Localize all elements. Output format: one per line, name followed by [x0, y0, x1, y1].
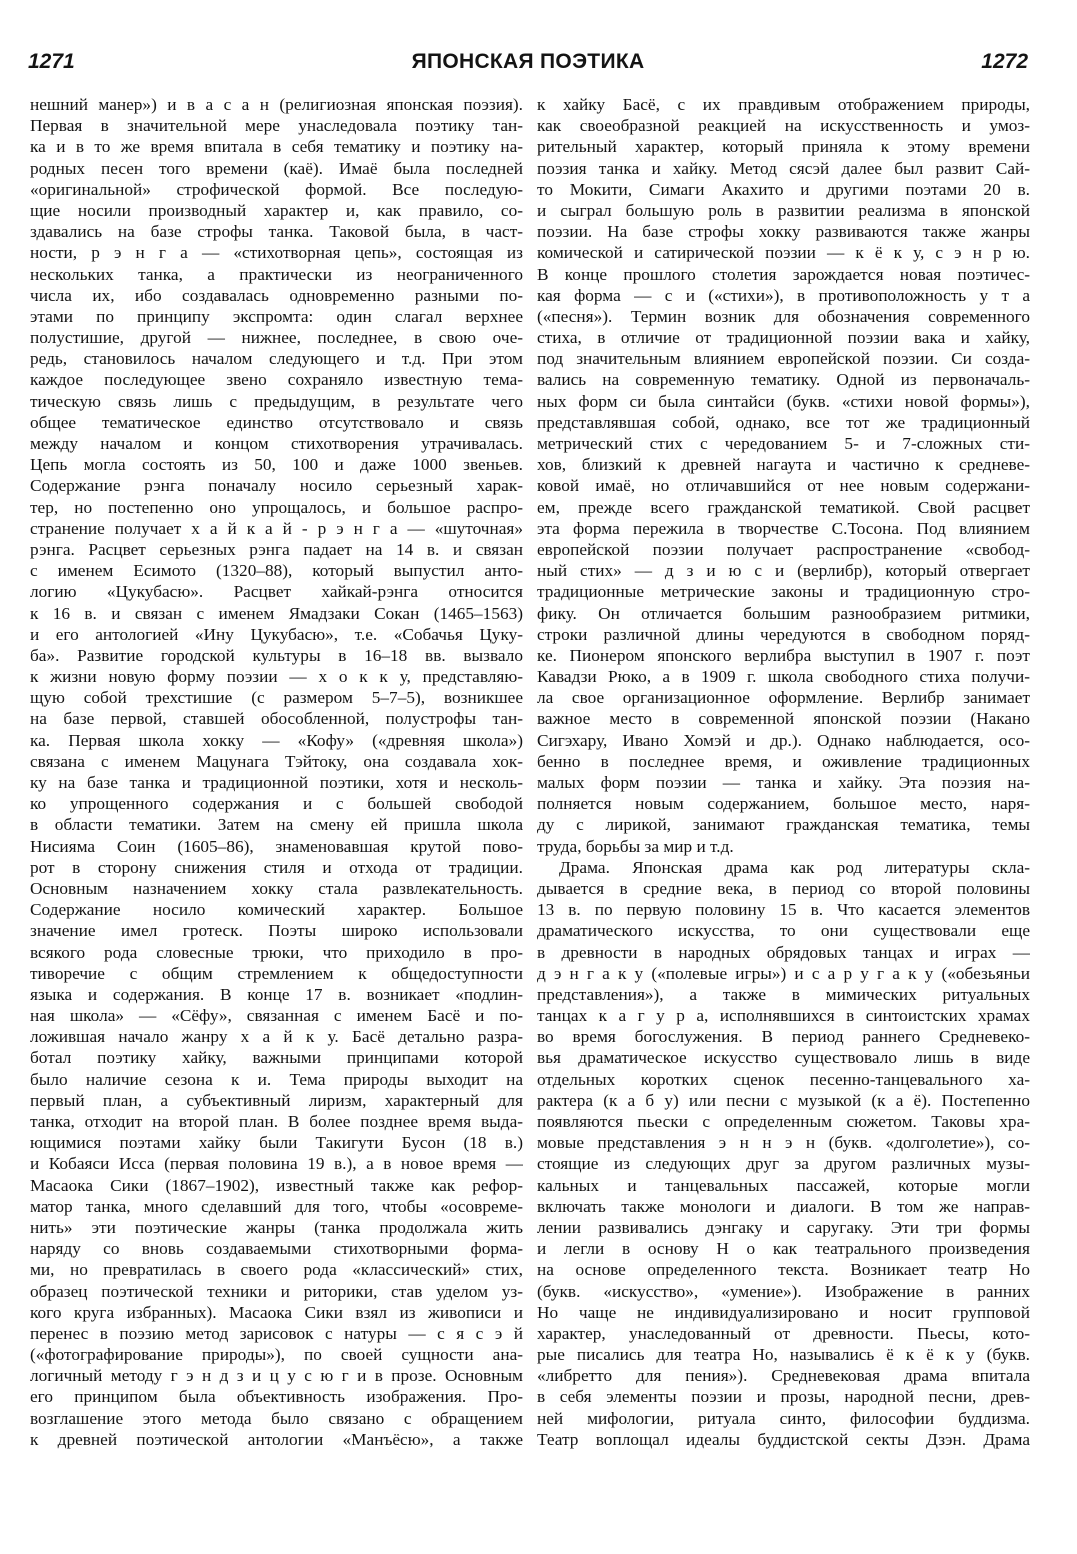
text-line: (букв. «искусство», «умение»). Изображение в ранних	[537, 1281, 1030, 1301]
text-line: Сигэхару, Ивано Хомэй и др.). Однако наблюдается, осо-	[537, 730, 1030, 750]
text-line: Театр воплощал идеалы буддистской секты Дзэн. Драма	[537, 1429, 1030, 1449]
text-line: важное место в современной японской поэзии (Накано	[537, 709, 1030, 729]
text-line: традиционные метрические законы и традиционную стро-	[537, 582, 1030, 602]
text-line: нешний манер») и в а с а н (религиозная японская поэзия).	[30, 95, 523, 114]
text-line: к 16 в. и связан с именем Ямадзаки Сокан (1465–1563)	[30, 603, 523, 623]
text-line: ду с лирикой, занимают гражданская тематика, темы	[537, 815, 1030, 835]
text-line: во время богослужения. В период раннего Средневеко-	[537, 1027, 1030, 1047]
text-line: нить» эти поэтические жанры (танка продолжала жить	[30, 1217, 523, 1237]
text-line: возглашение этого метода было связано с обращением	[30, 1408, 523, 1428]
text-line: языка и содержания. В конце 17 в. возникает «подлин-	[30, 984, 523, 1004]
text-line: представления»), а также в мимических ритуальных	[537, 984, 1030, 1004]
page-number-left: 1271	[28, 50, 75, 73]
text-line: рые писались для театра Но, назывались ё к ё к у (букв.	[537, 1345, 1030, 1365]
text-column-left	[30, 94, 523, 1450]
text-line: Первая в значительной мере унаследовала поэтику тан-	[30, 116, 523, 136]
text-line: ку на базе танка и традиционной поэтики, хотя и несколь-	[30, 773, 523, 792]
text-line: ка и в то же время впитала в себя тематику и поэтику на-	[30, 137, 523, 157]
text-line: стоящие из следующих друг за другом различных музы-	[537, 1154, 1030, 1174]
text-line: каждое последующее звено сохраняло известную тема-	[30, 370, 523, 390]
text-line: щую собой трехстишие (с размером 5–7–5), возникшее	[30, 688, 523, 708]
text-line: родных песен того времени (каё). Имаё была последней	[30, 158, 523, 178]
text-line: поэзия танка и хайку. Метод сясэй далее был развит Сай-	[537, 158, 1030, 178]
text-line: «либретто для пения»). Средневековая драма впитала	[537, 1366, 1030, 1386]
text-line: с именем Есимото (1320–88), который выпустил анто-	[30, 561, 523, 581]
text-line: всякого рода словесные трюки, что приходило в про-	[30, 942, 523, 962]
text-line: рот в сторону снижения стиля и отхода от традиции.	[30, 857, 523, 877]
text-line: Содержание рэнга поначалу носило серьезный харак-	[30, 476, 523, 496]
text-line: («фотографирование природы»), по своей сущности ана-	[30, 1345, 523, 1365]
text-line: нескольких танка, а практически из неограниченного	[30, 264, 523, 284]
text-line: стиха, в отличие от традиционной поэзии вака и хайку,	[537, 328, 1030, 348]
text-line: поэзии. На базе строфы хокку развиваются также жанры	[537, 222, 1030, 242]
text-line: ке. Пионером японского верлибра выступил в 1907 г. поэт	[537, 645, 1030, 665]
text-line: тиворечие с общим стремлением к общедоступности	[30, 963, 523, 983]
text-line: редь, становилось началом следующего и т.д. При этом	[30, 349, 523, 369]
text-line: и его антологией «Ину Цукубасю», т.е. «Собачья Цуку-	[30, 624, 523, 644]
text-line: бенно в последнее время, и оживление традиционных	[537, 751, 1030, 771]
text-line: лении развивались дэнгаку и саругаку. Эти три формы	[537, 1217, 1030, 1237]
text-line: ба». Развитие городской культуры в 16–18 вв. вызвало	[30, 645, 523, 665]
text-line: матор танка, много сделавший для того, чтобы «осовреме-	[30, 1196, 523, 1216]
text-line: ем, прежде всего гражданской тематикой. Свой расцвет	[537, 497, 1030, 517]
text-line: («песня»). Термин возник для обозначения современного	[537, 306, 1030, 326]
text-line: на основе определенного текста. Возникает театр Но	[537, 1260, 1030, 1280]
text-line: малых форм поэзии — танка и хайку. Эта поэзия на-	[537, 773, 1030, 792]
text-line: рактера (к а б у) или песни с музыкой (к а ё). Постепенно	[537, 1090, 1030, 1110]
text-line: ный стих» — д з и ю с и (верлибр), который отвергает	[537, 561, 1030, 581]
text-line: Содержание носило комический характер. Большое	[30, 900, 523, 920]
text-line: танка, отходит на второй план. В более позднее время выда-	[30, 1112, 523, 1131]
text-line: В конце прошлого столетия зарождается новая поэтичес-	[537, 264, 1030, 284]
text-line: мовые представления э н н э н (букв. «долголетие»), со-	[537, 1133, 1030, 1153]
text-line: рительный характер, который приняла к этому времени	[537, 137, 1030, 157]
text-line: дывается в средние века, в период со второй половины	[537, 878, 1030, 898]
text-column-right	[537, 94, 1030, 1450]
text-line: и Кобаяси Исса (первая половина 19 в.), а в новое время —	[30, 1154, 523, 1174]
text-line: кого круга избранных). Масаока Сики взял из живописи и	[30, 1302, 523, 1322]
text-line: этами по принципу экспромта: один слагал верхнее	[30, 306, 523, 326]
text-line: Основным назначением хокку стала развлекательность.	[30, 878, 523, 898]
text-line: первый план, а субъективный лиризм, характерный для	[30, 1090, 523, 1110]
text-line: метрический стих с чередованием 5- и 7-сложных сти-	[537, 434, 1030, 453]
text-line: Но чаще не индивидуализировано и носит групповой	[537, 1302, 1030, 1322]
text-line: Нисияма Соин (1605–86), знаменовавшая крутой пово-	[30, 836, 523, 856]
text-line: было наличие сезона к и. Тема природы выходит на	[30, 1069, 523, 1089]
text-line: хов, близкий к древней нагаута и частично к средневе-	[537, 455, 1030, 475]
text-line: ботал поэтику хайку, важными принципами которой	[30, 1048, 523, 1068]
text-line: полустишие, другой — нижнее, последнее, в свою оче-	[30, 328, 523, 348]
text-line: наряду со вновь создаваемыми стихотворными форма-	[30, 1239, 523, 1259]
text-line: к хайку Басё, с их правдивым отображением природы,	[537, 95, 1030, 114]
text-line: характер, унаследованный от древности. Пьесы, кото-	[537, 1323, 1030, 1343]
text-line: Масаока Сики (1867–1902), известный также как рефор-	[30, 1175, 523, 1195]
text-line: под значительным влиянием европейской поэзии. Си созда-	[537, 349, 1030, 369]
text-line: драматического искусства, то они существовали еще	[537, 921, 1030, 941]
text-line: логию «Цукубасю». Расцвет хайкай-рэнга относится	[30, 582, 523, 602]
text-line: и сыграл большую роль в развитии реализма в японской	[537, 200, 1030, 220]
text-line: 13 в. по первую половину 15 в. Что касается элементов	[537, 900, 1030, 920]
text-line: танцах к а г у р а, исполнявшихся в синтоистских храмах	[537, 1006, 1030, 1026]
text-line: отдельных коротких сценок песенно-танцевального ха-	[537, 1069, 1030, 1089]
text-line: в себя элементы поэзии и прозы, народной песни, древ-	[537, 1387, 1030, 1407]
text-line: перенес в поэзию метод зарисовок с натуры — с я с э й	[30, 1323, 523, 1343]
text-line: комической и сатирической поэзии — к ё к у, с э н р ю.	[537, 243, 1030, 263]
text-line: д э н г а к у («полевые игры») и с а р у г а к у («обезьяньи	[537, 963, 1030, 983]
text-line: кальных и танцевальных пассажей, которые могли	[537, 1175, 1030, 1195]
text-line: рэнга. Расцвет серьезных рэнга падает на 14 в. и связан	[30, 539, 523, 559]
text-line: ности, р э н г а — «стихотворная цепь», состоящая из	[30, 243, 523, 263]
text-line: в древности в народных обрядовых танцах и играх —	[537, 942, 1030, 962]
text-line: образец поэтической техники и риторики, став уделом уз-	[30, 1281, 523, 1301]
text-line: в области тематики. Затем на смену ей пришла школа	[30, 815, 523, 835]
text-line: Драма. Японская драма как род литературы скла-	[559, 857, 1030, 877]
text-line: логичный методу г э н д з и ц у с ю г и в прозе. Основным	[30, 1366, 523, 1386]
text-line: к жизни новую форму поэзии — х о к к у, представляю-	[30, 667, 523, 687]
text-line: ко упрощенного содержания и с большей свободой	[30, 794, 523, 814]
text-line: ющимися поэтами хайку были Такигути Бусон (18 в.)	[30, 1133, 523, 1153]
page-number-right: 1272	[981, 50, 1028, 73]
text-line: ковой имаё, но отличавшийся от нее новым содержани-	[537, 476, 1030, 496]
text-line: строки различной длины чередуются в свободном поряд-	[537, 624, 1030, 644]
text-line: как своеобразной реакцией на искусственность и умоз-	[537, 116, 1030, 136]
text-line: ложившая начало жанру х а й к у. Басё детально разра-	[30, 1027, 523, 1047]
text-line: Кавадзи Рюко, а в 1909 г. школа свободного стиха получи-	[537, 667, 1030, 687]
text-line: связана с именем Мацунага Тэйтоку, она создавала хок-	[30, 751, 523, 771]
text-line: ных форм си была синтайси (букв. «стихи новой формы»),	[537, 391, 1030, 411]
text-line: труда, борьбы за мир и т.д.	[537, 836, 734, 856]
text-line: «оригинальной» строфической формой. Все последую-	[30, 179, 523, 199]
text-line: общее тематическое единство отсутствовало и связь	[30, 412, 523, 432]
text-line: то Мокити, Симаги Акахито и другими поэтами 20 в.	[537, 179, 1030, 199]
page-header	[28, 50, 1028, 84]
text-line: включать также монологи и диалоги. В том же направ-	[537, 1196, 1030, 1216]
text-line: фику. Он отличается большим разнообразием ритмики,	[537, 603, 1030, 623]
text-line: кая форма — с и («стихи»), в противоположность у т а	[537, 285, 1030, 305]
text-line: появляются пьески с определенным сюжетом. Таковы хра-	[537, 1112, 1030, 1131]
text-line: его принципом была объективность изображения. Про-	[30, 1387, 523, 1407]
text-line: к древней поэтической антологии «Манъёсю», а также	[30, 1429, 523, 1449]
text-line: ла свое организационное оформление. Верлибр занимает	[537, 688, 1030, 708]
text-line: полняется новым содержанием, большое место, наря-	[537, 794, 1030, 814]
running-title: ЯПОНСКАЯ ПОЭТИКА	[411, 50, 645, 73]
text-line: ми, но превратилась в своего рода «классический» стих,	[30, 1260, 523, 1280]
text-line: и легли в основу Н о как театрального произведения	[537, 1239, 1030, 1259]
text-line: на базе первой, ставшей обособленной, полустрофы тан-	[30, 709, 523, 729]
text-line: числа их, ибо создавалась одновременно разными по-	[30, 285, 523, 305]
text-line: тическую связь лишь с предыдущим, в результате чего	[30, 391, 523, 411]
text-line: Цепь могла состоять из 50, 100 и даже 1000 звеньев.	[30, 455, 523, 475]
text-line: представлявшая собой, однако, все тот же традиционный	[537, 412, 1030, 432]
text-line: странение получает х а й к а й - р э н г а — «шуточная»	[30, 518, 523, 538]
text-line: вались на современную тематику. Одной из первоначаль-	[537, 370, 1030, 390]
text-line: между началом и концом стихотворения утрачивалась.	[30, 434, 523, 453]
text-line: ная школа» — «Сёфу», связанная с именем Басё и по-	[30, 1006, 523, 1026]
text-line: европейской поэзии получает распространение «свобод-	[537, 539, 1030, 559]
text-line: эта форма пережила в творчестве С.Тосона. Под влиянием	[537, 518, 1030, 538]
text-line: щие носили производный характер и, как правило, со-	[30, 200, 523, 220]
text-line: значение имел гротеск. Поэты широко использовали	[30, 921, 523, 941]
text-line: здавались на базе строфы танка. Таковой была, в част-	[30, 222, 523, 242]
text-line: тер, но постепенно оно упрощалось, и большое распро-	[30, 497, 523, 517]
text-line: ка. Первая школа хокку — «Кофу» («древняя школа»)	[30, 730, 523, 750]
text-line: ней мифологии, ритуала синто, философии буддизма.	[537, 1408, 1030, 1428]
text-line: вья драматическое искусство существовало лишь в виде	[537, 1048, 1030, 1068]
